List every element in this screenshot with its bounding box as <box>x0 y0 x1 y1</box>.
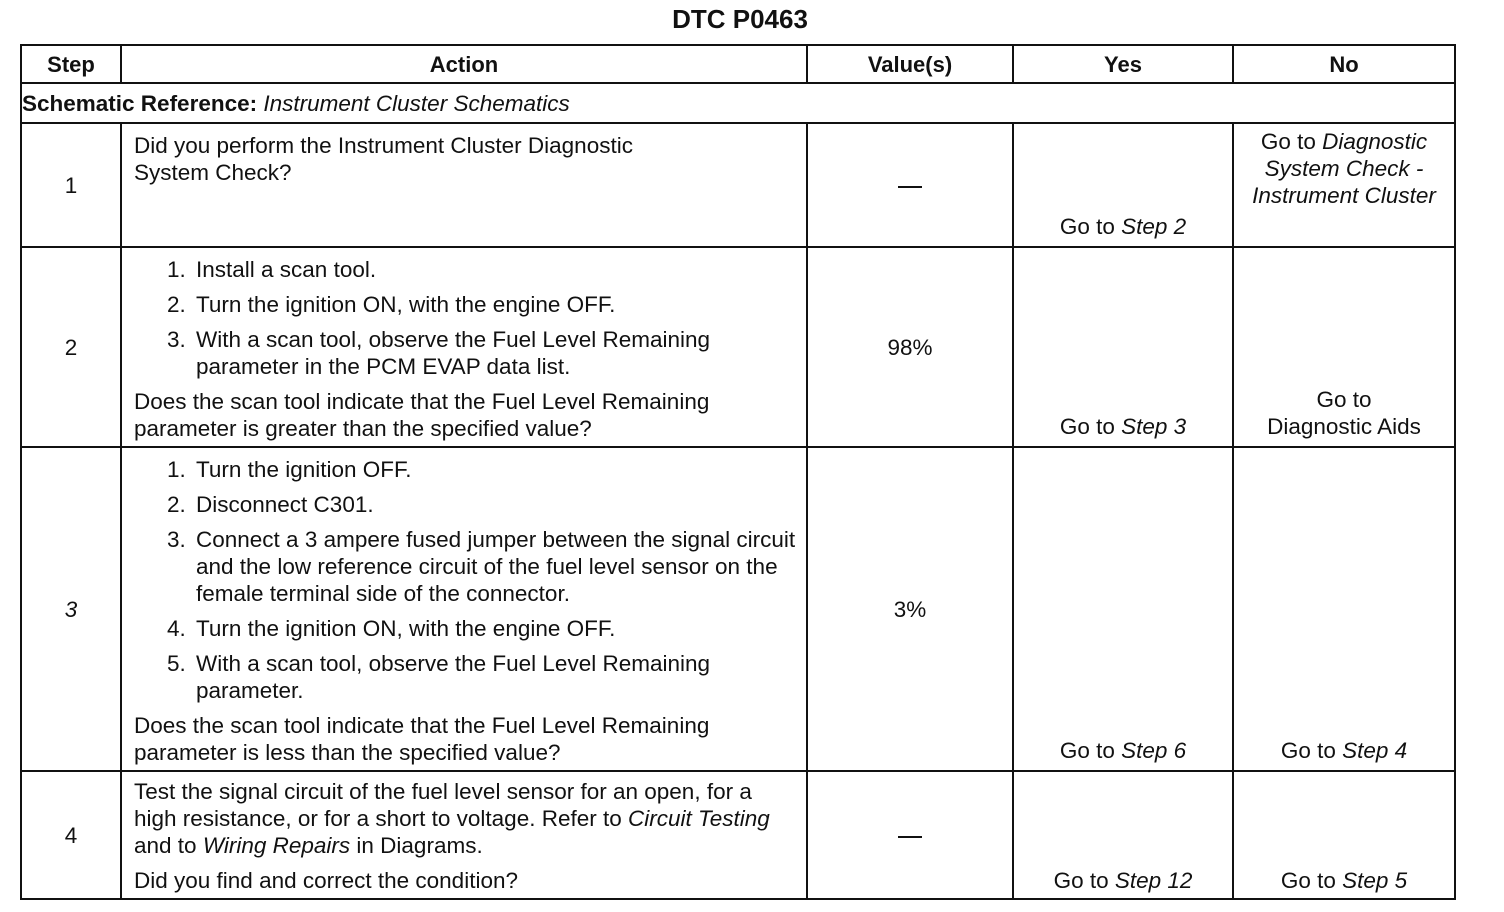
step-number: 4 <box>21 771 121 899</box>
question-text: Does the scan tool indicate that the Fuel Level Remaining parameter is less than the specified value? <box>134 713 710 765</box>
list-item: 4. Turn the ignition ON, with the engine OFF. <box>192 615 796 642</box>
schematic-reference <box>21 83 1455 123</box>
no-cell <box>1233 247 1455 447</box>
step-number: 1 <box>21 123 121 247</box>
no-link[interactable]: Go to Diagnostic Aids <box>1267 387 1421 439</box>
action-cell <box>121 447 807 771</box>
value-cell <box>807 771 1013 899</box>
header-row <box>21 45 1455 83</box>
schematic-link[interactable]: Instrument Cluster Schematics <box>263 90 570 116</box>
action-cell <box>121 123 807 247</box>
value-cell <box>807 123 1013 247</box>
header-yes: Yes <box>1013 45 1233 83</box>
list-item: 5. With a scan tool, observe the Fuel Level Remaining parameter. <box>192 650 796 704</box>
header-values: Value(s) <box>807 45 1013 83</box>
wiring-repairs-link[interactable]: Wiring Repairs <box>202 833 351 858</box>
table-row <box>21 447 1455 771</box>
step-number: 2 <box>21 247 121 447</box>
value-cell: 98% <box>807 247 1013 447</box>
schematic-reference-row <box>21 83 1455 123</box>
no-prefix: Go to <box>1280 738 1343 763</box>
list-item: 3. Connect a 3 ampere fused jumper between the signal circuit and the low reference circuit of the fuel level sensor on the female terminal side of the connector. <box>192 526 796 607</box>
list-item: 3. With a scan tool, observe the Fuel Level Remaining parameter in the PCM EVAP data list. <box>192 326 796 380</box>
instruction-list <box>134 456 796 704</box>
yes-cell <box>1013 247 1233 447</box>
diagnostic-table <box>20 44 1456 900</box>
header-no: No <box>1233 45 1455 83</box>
no-prefix: Go to <box>1280 868 1343 893</box>
no-cell <box>1233 123 1455 247</box>
no-prefix: Go to <box>1260 129 1323 154</box>
list-item: 2. Disconnect C301. <box>192 491 796 518</box>
no-cell <box>1233 771 1455 899</box>
instruction-list <box>134 256 796 380</box>
page-title: DTC P0463 <box>672 4 808 34</box>
table-row <box>21 771 1455 899</box>
yes-prefix: Go to <box>1059 414 1122 439</box>
circuit-testing-link[interactable]: Circuit Testing <box>628 806 770 831</box>
yes-prefix: Go to <box>1059 214 1122 239</box>
yes-prefix: Go to <box>1053 868 1115 893</box>
yes-cell <box>1013 771 1233 899</box>
yes-link[interactable]: Step 3 <box>1121 414 1187 439</box>
yes-link[interactable]: Step 12 <box>1114 868 1193 893</box>
list-item: 1. Install a scan tool. <box>192 256 796 283</box>
value-dash <box>898 836 922 838</box>
yes-cell <box>1013 447 1233 771</box>
step-number: 3 <box>21 447 121 771</box>
question-text: Did you find and correct the condition? <box>134 868 518 893</box>
list-item: 2. Turn the ignition ON, with the engine OFF. <box>192 291 796 318</box>
table-row <box>21 247 1455 447</box>
no-link[interactable]: Step 4 <box>1342 738 1408 763</box>
list-item: 1. Turn the ignition OFF. <box>192 456 796 483</box>
no-cell <box>1233 447 1455 771</box>
action-cell <box>121 771 807 899</box>
yes-prefix: Go to <box>1059 738 1122 763</box>
header-step: Step <box>21 45 121 83</box>
action-cell <box>121 247 807 447</box>
header-action: Action <box>121 45 807 83</box>
value-dash <box>898 186 922 188</box>
schematic-label: Schematic Reference: <box>22 90 258 116</box>
value-cell: 3% <box>807 447 1013 771</box>
yes-link[interactable]: Step 6 <box>1121 738 1187 763</box>
no-link[interactable]: Diagnostic System Check - Instrument Cluster <box>1252 129 1436 208</box>
question-text: Does the scan tool indicate that the Fuel Level Remaining parameter is greater than the specified value? <box>134 389 710 441</box>
yes-link[interactable]: Step 2 <box>1121 214 1187 239</box>
yes-cell <box>1013 123 1233 247</box>
no-link[interactable]: Step 5 <box>1342 868 1408 893</box>
instruction-text: Test the signal circuit of the fuel level sensor for an open, for a high resistance, or for a short to voltage. Refer to Circuit Testing and to Wiring Repairs in Diagrams. <box>134 779 770 858</box>
table-row <box>21 123 1455 247</box>
question-text: Did you perform the Instrument Cluster Diagnostic System Check? <box>134 133 633 185</box>
